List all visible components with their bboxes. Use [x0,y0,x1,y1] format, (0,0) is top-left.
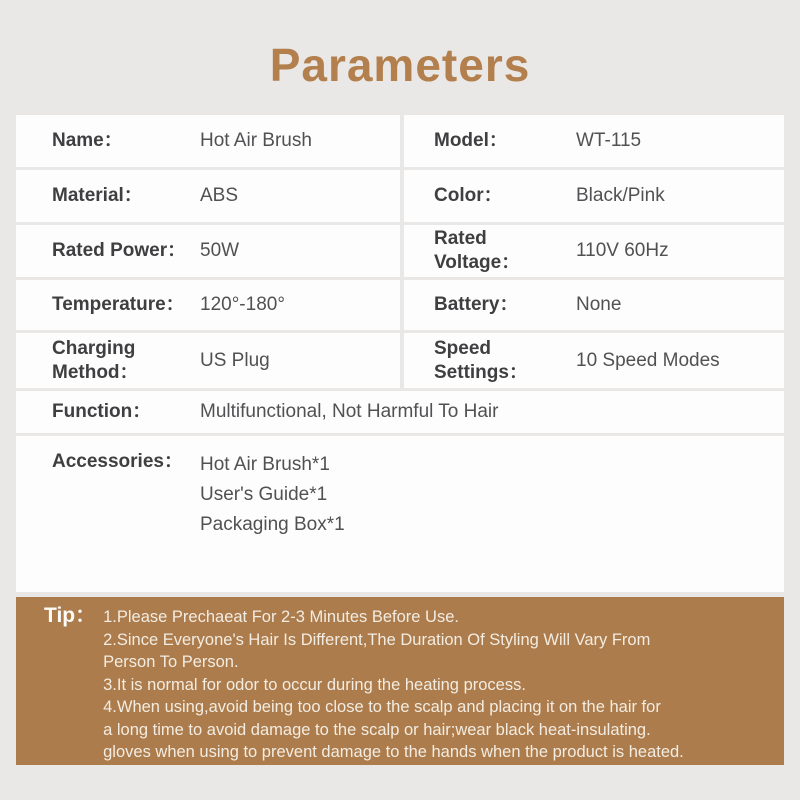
tip-line: Person To Person. [103,653,239,671]
temperature-label: Temperature： [52,294,185,315]
tip-line: 2.Since Everyone's Hair Is Different,The Duration Of Styling Will Vary From [103,630,651,649]
material-value: ABS [200,185,239,206]
cell-temperature [16,280,400,330]
row-material-color [16,170,784,222]
row-power-voltage [16,225,784,277]
accessory-item: User's Guide*1 [200,484,328,505]
cell-battery [404,280,784,330]
row-temperature-battery [16,280,784,330]
name-value: Hot Air Brush [200,130,312,151]
rated-voltage-label: Rated Voltage： [434,228,521,273]
rated-voltage-value: 110V 60Hz [576,240,669,261]
cell-charging-method [16,333,400,388]
row-name-model [16,115,784,167]
tip-label: Tip： [44,604,97,627]
cell-name [16,115,400,167]
battery-value: None [576,294,622,315]
tip-line: 3.It is normal for odor to occur during the heating process. [103,675,526,694]
cell-rated-voltage [404,225,784,277]
rated-power-label: Rated Power： [52,240,187,261]
accessories-label: Accessories： [52,451,183,472]
accessory-item: Hot Air Brush*1 [200,454,330,475]
speed-settings-label: Speed Settings： [434,337,528,383]
cell-material [16,170,400,222]
page-title: Parameters [269,39,531,91]
temperature-value: 120°-180° [200,294,285,315]
spec-table [16,115,784,592]
row-function [16,391,784,433]
color-value: Black/Pink [576,185,665,206]
cell-speed-settings [404,333,784,388]
row-charging-speed [16,333,784,388]
speed-settings-value: 10 Speed Modes [576,349,720,371]
tip-section [16,597,784,765]
cell-rated-power [16,225,400,277]
name-label: Name： [52,130,123,151]
row-accessories [16,436,784,592]
charging-method-value: US Plug [200,349,270,371]
function-value: Multifunctional, Not Harmful To Hair [200,401,499,422]
function-label: Function： [52,401,152,422]
tip-text [103,604,684,765]
tip-line: a long time to avoid damage to the scalp or hair;wear black heat-insulating. [103,720,651,739]
tip-line: 1.Please Prechaeat For 2-3 Minutes Before Use. [103,608,459,626]
model-label: Model： [434,130,508,151]
tip-line: gloves when using to prevent damage to the hands when the product is heated. [103,743,684,761]
battery-label: Battery： [434,294,519,315]
color-label: Color： [434,185,503,206]
model-value: WT-115 [576,130,642,151]
accessories-list [200,450,345,540]
charging-method-label: Charging Method： [52,337,139,383]
cell-model [404,115,784,167]
cell-color [404,170,784,222]
rated-power-value: 50W [200,240,240,261]
tip-line: 4.When using,avoid being too close to the scalp and placing it on the hair for [103,698,661,716]
material-label: Material： [52,185,143,206]
accessory-item: Packaging Box*1 [200,514,345,535]
